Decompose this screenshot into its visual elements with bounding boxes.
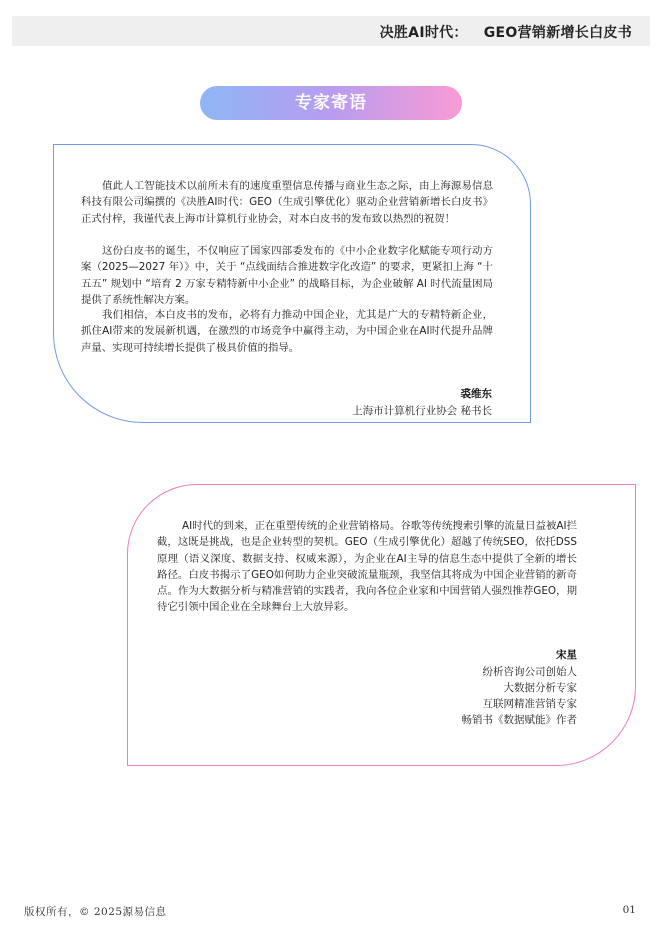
letter1-signature-name: 裘维东 xyxy=(460,388,492,400)
header-bar xyxy=(12,16,650,46)
header-title xyxy=(380,22,632,42)
letter2-signature-name: 宋星 xyxy=(556,649,577,661)
letter1-signature-title: 上海市计算机行业协会 秘书长 xyxy=(352,405,492,417)
letter2-signature-title-2: 大数据分析专家 xyxy=(503,682,577,694)
footer-page-number: 01 xyxy=(622,904,636,916)
letter1-paragraph-3: 我们相信，本白皮书的发布，必将有力推动中国企业，尤其是广大的专精特新企业，抓住AI带来的发展新机遇，在激烈的市场竞争中赢得主动，为中国企业在AI时代提升品牌声量、实现可持续增长提供了极具价值的指导。 xyxy=(81,309,493,354)
letter2-signature-title-3: 互联网精准营销专家 xyxy=(482,698,577,710)
letter2-paragraph: AI时代的到来，正在重塑传统的企业营销格局。谷歌等传统搜索引擎的流量日益被AI拦截，这既是挑战，也是企业转型的契机。GEO（生成引擎优化）超越了传统SEO，依托DSS原理（语义深度、数据支持、权威来源），为企业在AI主导的信息生态中提供了全新的增长路径。白皮书揭示了GEO如何助力企业突破流量瓶颈，我坚信其将成为中国企业营销的新奇点。作为大数据分析与精准营销的实践者，我向各位企业家和中国营销人强烈推荐GEO，期待它引领中国企业在全球舞台上大放异彩。 xyxy=(157,520,577,614)
section-title: 专家寄语 xyxy=(295,93,367,113)
header-title-part1: 决胜AI时代： xyxy=(379,25,468,41)
header-title-part2: GEO营销新增长白皮书 xyxy=(483,25,632,41)
letter2-signature-title-4: 畅销书《数据赋能》作者 xyxy=(461,714,577,726)
footer-copyright: 版权所有，© 2025源易信息 xyxy=(24,906,167,918)
letter1-paragraph-1: 值此人工智能技术以前所未有的速度重塑信息传播与商业生态之际，由上海源易信息科技有限公司编撰的《决胜AI时代：GEO（生成引擎优化）驱动企业营销新增长白皮书》正式付梓，我谨代表上海市计算机行业协会，对本白皮书的发布致以热烈的祝贺！ xyxy=(81,180,493,225)
section-title-pill xyxy=(200,86,462,120)
letter2-signature-title-1: 纷析咨询公司创始人 xyxy=(482,666,577,678)
letter1-paragraph-2: 这份白皮书的诞生，不仅响应了国家四部委发布的《中小企业数字化赋能专项行动方案（2025—2027 年）》中，关于 “点线面结合推进数字化改造” 的要求，更紧扣上海 “十五五” 规划中 “培育 2 万家专精特新中小企业” 的战略目标，为企业破解 AI 时代流量困局提供了系统性解决方案。 xyxy=(81,245,493,306)
